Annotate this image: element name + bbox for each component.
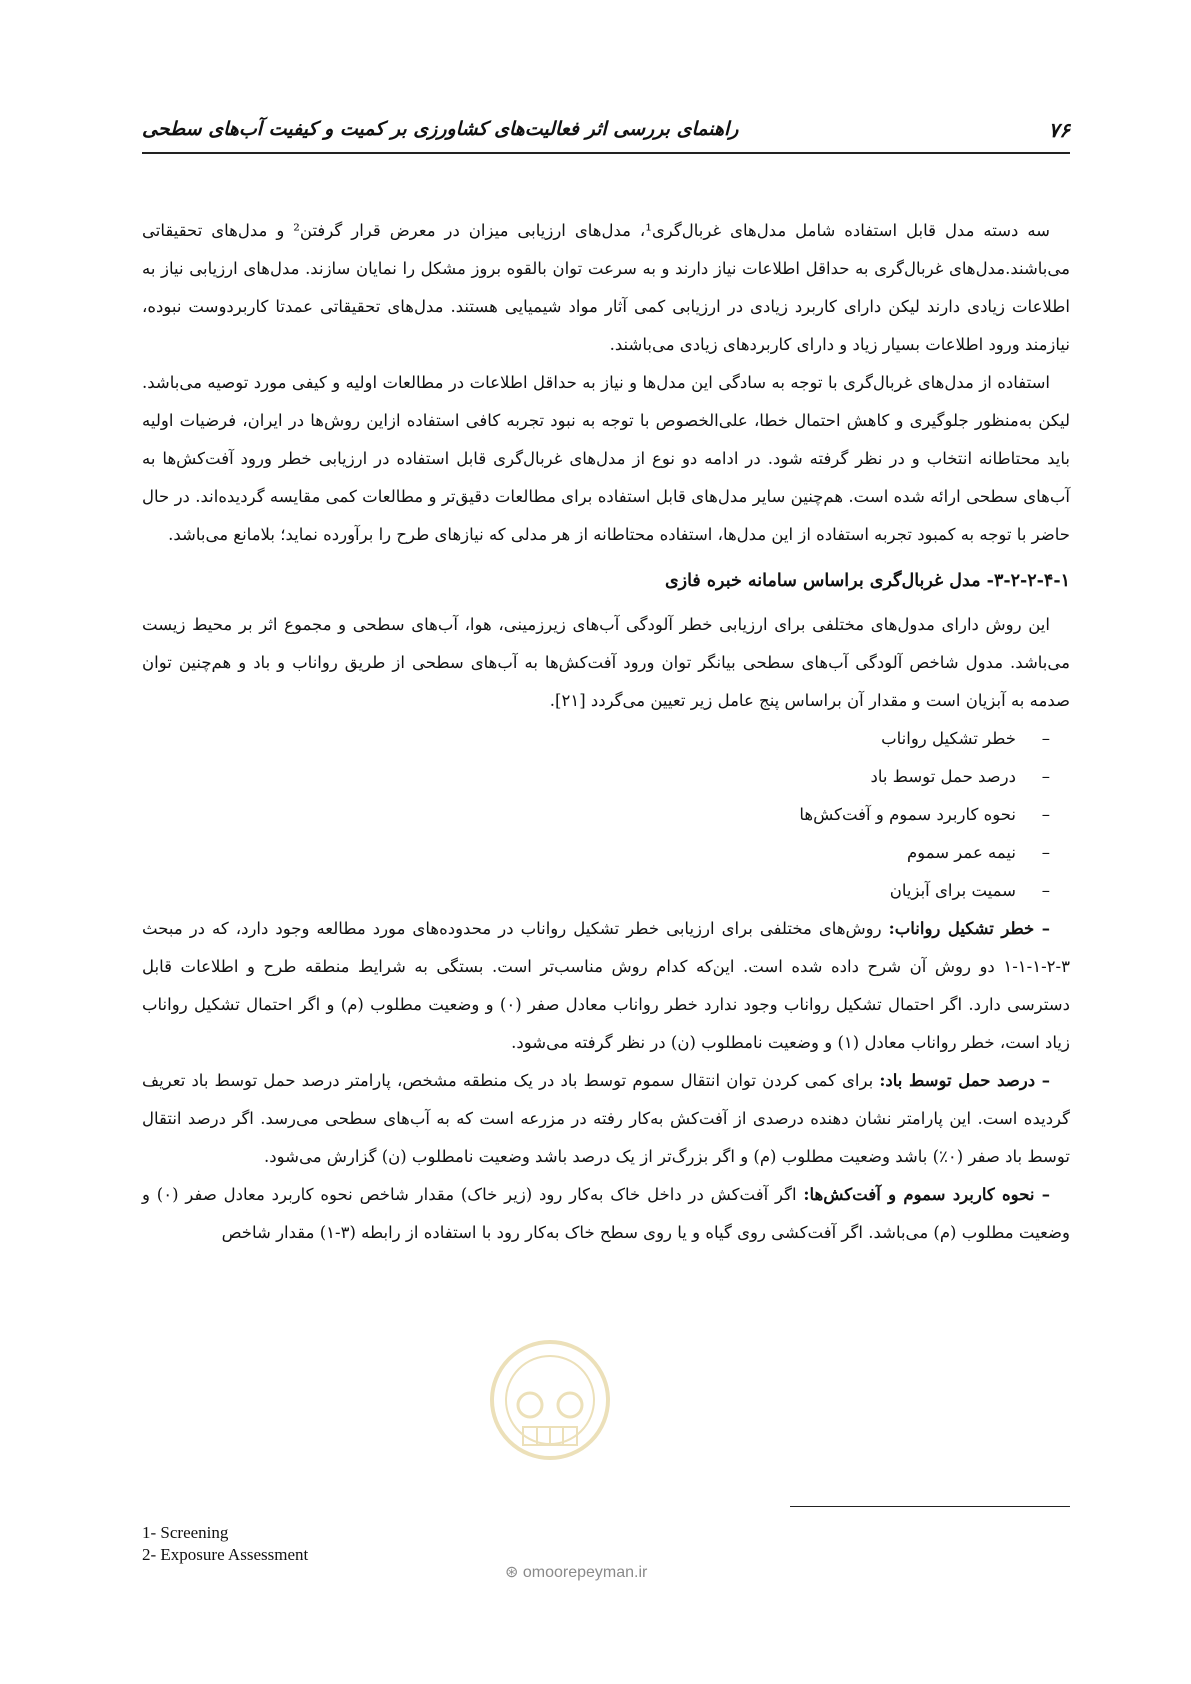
definition-application-method [142,1176,1070,1252]
footnote-rule [790,1506,1070,1507]
header-rule [142,152,1070,154]
footnote: 2- Exposure Assessment [142,1545,309,1564]
definition-text: اگر آفت‌کش در داخل خاک به‌کار رود (زیر خاک) مقدار شاخص نحوه کاربرد معادل صفر (۰) و وضعیت مطلوب (م) می‌باشد. اگر آفت‌کشی روی گیاه و یا روی سطح خاک به‌کار رود با استفاده از رابطه (۳-۱) مقدار شاخص [142,1185,1070,1242]
list-item-text: درصد حمل توسط باد [870,767,1016,786]
definition-text: روش‌های مختلفی برای ارزیابی خطر تشکیل رواناب در محدوده‌های مورد مطالعه وجود دارد، که در مبحث ۳-۲-۱-۱-۱ دو روش آن شرح داده شده است. این‌که کدام روش مناسب‌تر است. بستگی به شرایط منطقه طرح و اطلاعات قابل دسترسی دارد. اگر احتمال تشکیل رواناب وجود ندارد خطر رواناب معادل صفر (۰) و وضعیت مطلوب (م) و اگر احتمال تشکیل رواناب زیاد است، خطر رواناب معادل (۱) و وضعیت نامطلوب (ن) در نظر گرفته می‌شود. [142,919,1070,1052]
bullet-marker: – [1041,729,1050,748]
paragraph-screening-models: استفاده از مدل‌های غربال‌گری با توجه به سادگی این مدل‌ها و نیاز به حداقل اطلاعات در مطالعات اولیه و کیفی مورد توصیه می‌باشد. لیکن به‌منظور جلوگیری و کاهش احتمال خطا، علی‌الخصوص با توجه به نبود تجربه کافی استفاده ازاین روش‌ها در ایران، فرضیات اولیه باید محتاطانه انتخاب و در نظر گرفته شود. در ادامه دو نوع از مدل‌های غربال‌گری قابل استفاده در ارزیابی خطر ورود آفت‌کش‌ها به آب‌های سطحی ارائه شده است. هم‌چنین سایر مدل‌های قابل استفاده برای مطالعات دقیق‌تر و مطالعات کمی مقایسه گردیده‌اند. در حال حاضر با توجه به کمبود تجربه استفاده از این مدل‌ها، استفاده محتاطانه از هر مدلی که نیازهای طرح را برآورده نماید؛ بلامانع می‌باشد. [142,373,1070,544]
bullet-marker: – [1041,843,1050,862]
definition-term: – درصد حمل توسط باد: [879,1071,1050,1090]
list-item [142,758,1050,796]
factor-list [142,720,1070,910]
list-item [142,872,1050,910]
watermark-site: ⊛ omoorepeyman.ir [505,1564,648,1581]
body-text [142,212,1070,1252]
bullet-marker: – [1041,881,1050,900]
bullet-marker: – [1041,767,1050,786]
watermark-site-text: omoorepeyman.ir [522,1564,648,1581]
definition-term: – نحوه کاربرد سموم و آفت‌کش‌ها: [803,1185,1051,1204]
watermark-seal-icon [485,1335,615,1485]
definition-wind-drift [142,1062,1070,1176]
definition-term: – خطر تشکیل رواناب: [888,919,1050,938]
page-header [142,118,1070,154]
list-item [142,796,1050,834]
list-item-text: نیمه عمر سموم [906,843,1016,862]
list-item [142,834,1050,872]
list-item-text: سمیت برای آبزیان [889,881,1016,900]
definition-text: برای کمی کردن توان انتقال سموم توسط باد در یک منطقه مشخص، پارامتر درصد حمل توسط باد تعریف گردیده است. این پارامتر نشان دهنده درصدی از آفت‌کش به‌کار رفته در مزرعه است که به آب‌های سطحی می‌رسد. اگر درصد انتقال توسط باد صفر (۰٪) باشد وضعیت مطلوب (م) و اگر بزرگ‌تر از یک درصد باشد وضعیت نامطلوب (ن) گزارش می‌شود. [142,1071,1070,1166]
list-item-text: خطر تشکیل رواناب [881,729,1016,748]
paragraph-fuzzy-expert-system: این روش دارای مدول‌های مختلفی برای ارزیابی خطر آلودگی آب‌های زیرزمینی، هوا، آب‌های سطحی و مجموع اثر بر محیط زیست می‌باشد. مدول شاخص آلودگی آب‌های سطحی بیانگر توان ورود آفت‌کش‌ها به آب‌های سطحی از طریق رواناب و باد و هم‌چنین توان صدمه به آبزیان است و مقدار آن براساس پنج عامل زیر تعیین می‌گردد [۲۱]. [142,615,1070,710]
page-number: ۷۶ [1048,118,1070,142]
paragraph-model-types: سه دسته مدل قابل استفاده شامل مدل‌های غربال‌گری¹، مدل‌های ارزیابی میزان در معرض قرار گرفتن² و مدل‌های تحقیقاتی می‌باشند.مدل‌های غربال‌گری به حداقل اطلاعات نیاز دارند و به سرعت توان بالقوه بروز مشکل را نمایان سازند. مدل‌های ارزیابی نیاز به اطلاعات زیادی دارند لیکن دارای کاربرد زیادی در ارزیابی کمی آثار مواد شیمیایی هستند. مدل‌های تحقیقاتی عمدتا کاربردوست نبوده، نیازمند ورود اطلاعات بسیار زیاد و دارای کاربردهای زیادی می‌باشند. [142,221,1070,354]
footnotes [142,1522,308,1566]
definition-runoff-risk [142,910,1070,1062]
bullet-marker: – [1041,805,1050,824]
footnote: 1- Screening [142,1523,229,1542]
list-item [142,720,1050,758]
list-item-text: نحوه کاربرد سموم و آفت‌کش‌ها [799,805,1016,824]
section-heading: ۳-۲-۲-۴-۱- مدل غربال‌گری براساس سامانه خبره فازی [664,571,1070,591]
running-title: راهنمای بررسی اثر فعالیت‌های کشاورزی بر کمیت و کیفیت آب‌های سطحی [142,118,739,140]
